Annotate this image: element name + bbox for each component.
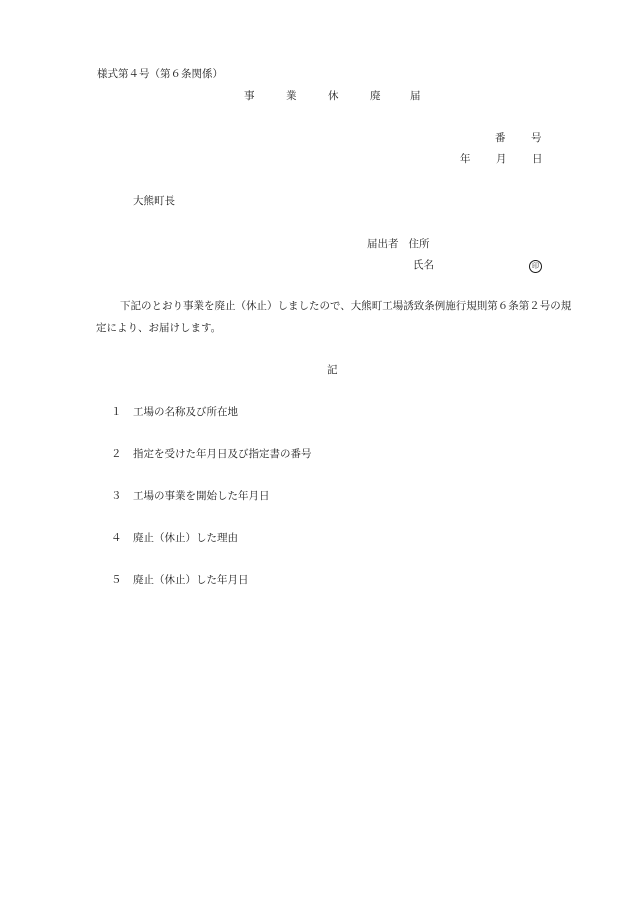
number-char: 号 — [531, 132, 542, 144]
recipient: 大熊町長 — [133, 195, 175, 207]
title-char: 事 — [244, 90, 255, 102]
date-line — [460, 152, 543, 166]
list-item — [111, 447, 312, 461]
applicant-address-line — [367, 237, 430, 251]
document-number-label — [495, 131, 542, 145]
date-year: 年 — [460, 153, 471, 165]
address-label: 住所 — [408, 238, 430, 250]
item-text: 廃止（休止）した年月日 — [133, 574, 249, 586]
title-char: 業 — [286, 90, 297, 102]
title-char: 廃 — [370, 90, 381, 102]
title-char: 休 — [328, 90, 339, 102]
title-char: 届 — [410, 90, 421, 102]
item-text: 工場の名称及び所在地 — [133, 406, 238, 418]
item-text: 廃止（休止）した理由 — [133, 532, 238, 544]
list-item — [111, 405, 238, 419]
item-number: １ — [111, 406, 122, 418]
body-paragraph: 下記のとおり事業を廃止（休止）しましたので、大熊町工場誘致条例施行規則第６条第２号の規定により、お届けします。 — [96, 300, 572, 334]
item-number: ３ — [111, 490, 122, 502]
date-month: 月 — [496, 153, 507, 165]
name-label: 氏名 — [413, 259, 434, 271]
item-number: ２ — [111, 448, 122, 460]
item-text: 工場の事業を開始した年月日 — [133, 490, 270, 502]
form-label: 様式第４号（第６条関係） — [97, 68, 223, 80]
list-item — [111, 531, 238, 545]
list-item — [111, 573, 249, 587]
item-text: 指定を受けた年月日及び指定書の番号 — [133, 448, 312, 460]
applicant-role-label: 届出者 — [367, 238, 399, 250]
document-title — [244, 89, 421, 103]
list-item — [111, 489, 270, 503]
item-number: ５ — [111, 574, 122, 586]
record-heading: 記 — [327, 364, 338, 376]
number-char: 番 — [495, 132, 506, 144]
seal-mark — [529, 258, 542, 273]
item-number: ４ — [111, 532, 122, 544]
seal-icon: 印 — [529, 260, 542, 273]
date-day: 日 — [532, 153, 543, 165]
